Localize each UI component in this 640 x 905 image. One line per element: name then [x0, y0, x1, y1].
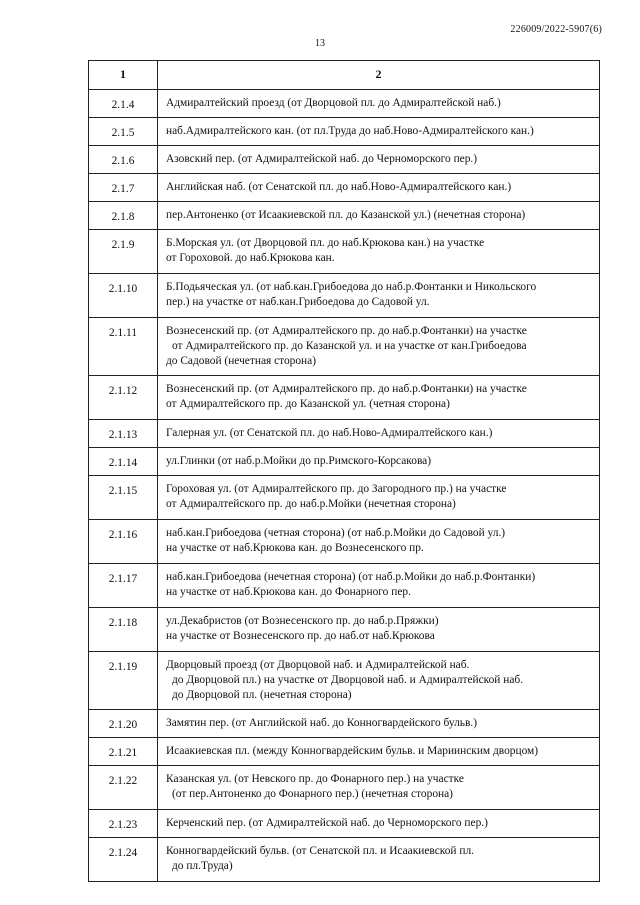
row-description	[158, 118, 600, 146]
row-description	[158, 838, 600, 882]
description-line: Конногвардейский бульв. (от Сенатской пл. и Исаакиевской пл.	[166, 845, 475, 857]
description-line: на участке от наб.Крюкова кан. до Вознесенского пр.	[166, 542, 424, 555]
description-line: Гороховая ул. (от Адмиралтейского пр. до Загородного пр.) на участке	[166, 483, 507, 495]
row-description	[158, 420, 600, 448]
row-number: 2.1.7	[89, 174, 158, 202]
description-line: Б.Морская ул. (от Дворцовой пл. до наб.Крюкова кан.) на участке	[166, 237, 485, 249]
table-row	[89, 838, 600, 882]
table-row	[89, 520, 600, 564]
row-description	[158, 652, 600, 710]
description-line: Б.Подьяческая ул. (от наб.кан.Грибоедова до наб.р.Фонтанки и Никольского	[166, 281, 537, 293]
row-description	[158, 274, 600, 318]
description-line: ул.Декабристов (от Вознесенского пр. до наб.р.Пряжки)	[166, 615, 439, 627]
table-header-row	[89, 61, 600, 90]
table-body	[89, 90, 600, 882]
description-line: Азовский пер. (от Адмиралтейской наб. до Черноморского пер.)	[166, 153, 478, 165]
table-row	[89, 146, 600, 174]
row-number: 2.1.11	[89, 318, 158, 376]
document-id: 226009/2022-5907(6)	[510, 24, 602, 35]
row-number: 2.1.16	[89, 520, 158, 564]
row-description	[158, 90, 600, 118]
table-row	[89, 274, 600, 318]
table-row	[89, 608, 600, 652]
table-row	[89, 318, 600, 376]
table-row	[89, 652, 600, 710]
row-description	[158, 174, 600, 202]
row-description	[158, 564, 600, 608]
description-line: Дворцовый проезд (от Дворцовой наб. и Адмиралтейской наб.	[166, 659, 470, 671]
description-line: пер.Антоненко (от Исаакиевской пл. до Казанской ул.) (нечетная сторона)	[166, 209, 526, 221]
row-description	[158, 710, 600, 738]
column-header-description: 2	[158, 61, 600, 90]
description-line: на участке от Вознесенского пр. до наб.от наб.Крюкова	[166, 630, 435, 643]
row-description	[158, 448, 600, 476]
table-row	[89, 174, 600, 202]
description-line: до Садовой (нечетная сторона)	[166, 355, 316, 368]
description-line: наб.кан.Грибоедова (нечетная сторона) (от наб.р.Мойки до наб.р.Фонтанки)	[166, 571, 536, 583]
table-row	[89, 118, 600, 146]
description-line: Галерная ул. (от Сенатской пл. до наб.Ново-Адмиралтейского кан.)	[166, 427, 493, 439]
row-number: 2.1.15	[89, 476, 158, 520]
description-line: Замятин пер. (от Английской наб. до Конногвардейского бульв.)	[166, 717, 478, 729]
table-row	[89, 230, 600, 274]
row-number: 2.1.20	[89, 710, 158, 738]
table-row	[89, 564, 600, 608]
table-row	[89, 448, 600, 476]
row-number: 2.1.5	[89, 118, 158, 146]
table-row	[89, 710, 600, 738]
table-row	[89, 90, 600, 118]
description-line: от Адмиралтейского пр. до Казанской ул. (четная сторона)	[166, 398, 450, 411]
row-number: 2.1.13	[89, 420, 158, 448]
description-line: Вознесенский пр. (от Адмиралтейского пр. до наб.р.Фонтанки) на участке	[166, 383, 527, 395]
row-description	[158, 202, 600, 230]
table-row	[89, 476, 600, 520]
row-description	[158, 146, 600, 174]
row-number: 2.1.4	[89, 90, 158, 118]
row-number: 2.1.21	[89, 738, 158, 766]
row-description	[158, 476, 600, 520]
row-number: 2.1.10	[89, 274, 158, 318]
row-description	[158, 738, 600, 766]
row-number: 2.1.14	[89, 448, 158, 476]
description-line: (от пер.Антоненко до Фонарного пер.) (нечетная сторона)	[172, 788, 453, 801]
description-line: наб.кан.Грибоедова (четная сторона) (от наб.р.Мойки до Садовой ул.)	[166, 527, 506, 539]
description-line: до пл.Труда)	[172, 860, 233, 873]
table-row	[89, 376, 600, 420]
row-number: 2.1.6	[89, 146, 158, 174]
table-row	[89, 766, 600, 810]
row-description	[158, 520, 600, 564]
description-line: Керченский пер. (от Адмиралтейской наб. до Черноморского пер.)	[166, 817, 488, 829]
row-number: 2.1.17	[89, 564, 158, 608]
row-description	[158, 608, 600, 652]
row-description	[158, 376, 600, 420]
description-line: от Адмиралтейского пр. до наб.р.Мойки (нечетная сторона)	[166, 498, 456, 511]
description-line: пер.) на участке от наб.кан.Грибоедова до Садовой ул.	[166, 296, 430, 309]
description-line: Адмиралтейский проезд (от Дворцовой пл. до Адмиралтейской наб.)	[166, 97, 501, 109]
description-line: Вознесенский пр. (от Адмиралтейского пр. до наб.р.Фонтанки) на участке	[166, 325, 527, 337]
row-number: 2.1.18	[89, 608, 158, 652]
table-row	[89, 202, 600, 230]
description-line: от Гороховой. до наб.Крюкова кан.	[166, 252, 335, 265]
column-header-number: 1	[89, 61, 158, 90]
row-description	[158, 766, 600, 810]
row-number: 2.1.8	[89, 202, 158, 230]
description-line: от Адмиралтейского пр. до Казанской ул. и на участке от кан.Грибоедова	[172, 340, 527, 353]
row-description	[158, 810, 600, 838]
description-line: ул.Глинки (от наб.р.Мойки до пр.Римского-Корсакова)	[166, 455, 432, 467]
row-description	[158, 318, 600, 376]
description-line: на участке от наб.Крюкова кан. до Фонарного пер.	[166, 586, 411, 599]
description-line: до Дворцовой пл.) на участке от Дворцовой наб. и Адмиралтейской наб.	[172, 674, 524, 687]
description-line: Английская наб. (от Сенатской пл. до наб.Ново-Адмиралтейского кан.)	[166, 181, 512, 193]
description-line: Исаакиевская пл. (между Конногвардейским бульв. и Мариинским дворцом)	[166, 745, 539, 757]
row-number: 2.1.19	[89, 652, 158, 710]
row-description	[158, 230, 600, 274]
row-number: 2.1.23	[89, 810, 158, 838]
row-number: 2.1.12	[89, 376, 158, 420]
table-row	[89, 738, 600, 766]
table-row	[89, 810, 600, 838]
row-number: 2.1.22	[89, 766, 158, 810]
page-number: 13	[315, 38, 325, 49]
description-line: Казанская ул. (от Невского пр. до Фонарного пер.) на участке	[166, 773, 464, 785]
streets-table	[88, 60, 600, 882]
row-number: 2.1.24	[89, 838, 158, 882]
table-row	[89, 420, 600, 448]
row-number: 2.1.9	[89, 230, 158, 274]
description-line: наб.Адмиралтейского кан. (от пл.Труда до наб.Ново-Адмиралтейского кан.)	[166, 125, 534, 137]
description-line: до Дворцовой пл. (нечетная сторона)	[172, 689, 352, 702]
